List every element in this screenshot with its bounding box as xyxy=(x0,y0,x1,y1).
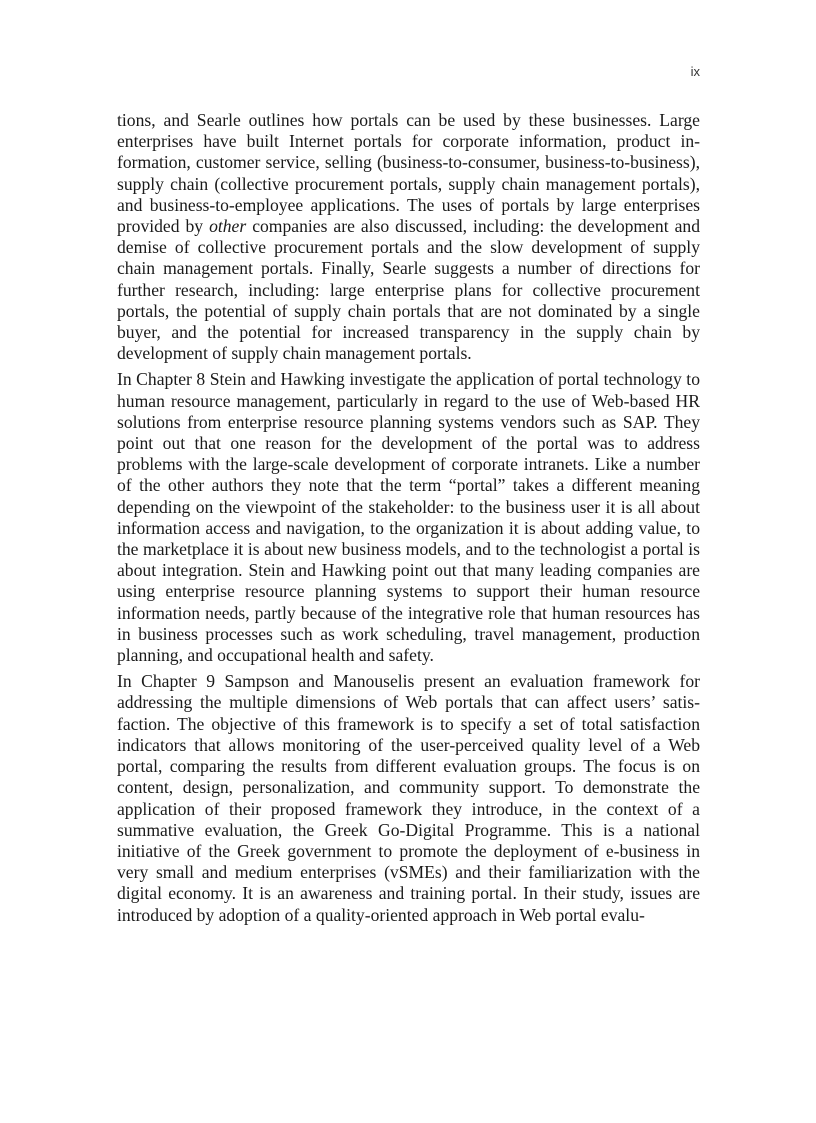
emphasis-other: other xyxy=(209,216,247,237)
page-number: ix xyxy=(690,64,700,79)
paragraph-searle xyxy=(117,110,700,364)
paragraph-searle-text-start: tions, and Searle outlines how portals can be used by these businesses. Large enterprises have built Internet portals for corporate information, product information, customer service, selling (business-to-consumer, business-to-business), supply chain (collective procurement portals, supply chain management portals), and business-to-employee applications. The uses of portals by large enterprises provided by xyxy=(117,110,700,237)
paragraph-chapter-8: In Chapter 8 Stein and Hawking investigate the application of portal technology to human resource management, particularly in regard to the use of Web-based HR solutions from enterprise resource planning systems vendors such as SAP. They point out that one reason for the development of the portal was to address problems with the large-scale development of corporate intranets. Like a number of the other authors they note that the term “portal” takes a different meaning depending on the viewpoint of the stakeholder: to the business user it is all about information access and navigation, to the organization it is about adding value, to the marketplace it is about new business models, and to the technologist a portal is about integration. Stein and Hawking point out that many leading companies are using enterprise resource planning systems to support their human resource information needs, partly because of the integrative role that human resources has in business processes such as work scheduling, travel management, production planning, and occupational health and safety. xyxy=(117,369,700,666)
paragraph-chapter-9: In Chapter 9 Sampson and Manouselis present an evaluation framework for addressing the multiple dimensions of Web portals that can affect users’ satisfaction. The objective of this framework is to specify a set of total satisfaction indicators that allows monitoring of the user-perceived quality level of a Web portal, comparing the results from different evaluation groups. The focus is on content, design, personalization, and community support. To demonstrate the application of their proposed framework they introduce, in the context of a summative evaluation, the Greek Go-Digital Programme. This is a national initiative of the Greek government to promote the deployment of e-business in very small and medium enterprises (vSMEs) and their familiarization with the digital economy. It is an awareness and training portal. In their study, issues are introduced by adoption of a quality-oriented approach in Web portal evalu- xyxy=(117,671,700,925)
body-text xyxy=(117,110,700,931)
paragraph-searle-text-end: companies are also discussed, including: the development and demise of collective procurement portals and the slow development of supply chain management portals. Finally, Searle suggests a number of directions for further research, including: large enterprise plans for collective procurement portals, the potential of supply chain portals that are not dominated by a single buyer, and the potential for increased transparency in the supply chain by development of supply chain management portals. xyxy=(117,216,700,364)
